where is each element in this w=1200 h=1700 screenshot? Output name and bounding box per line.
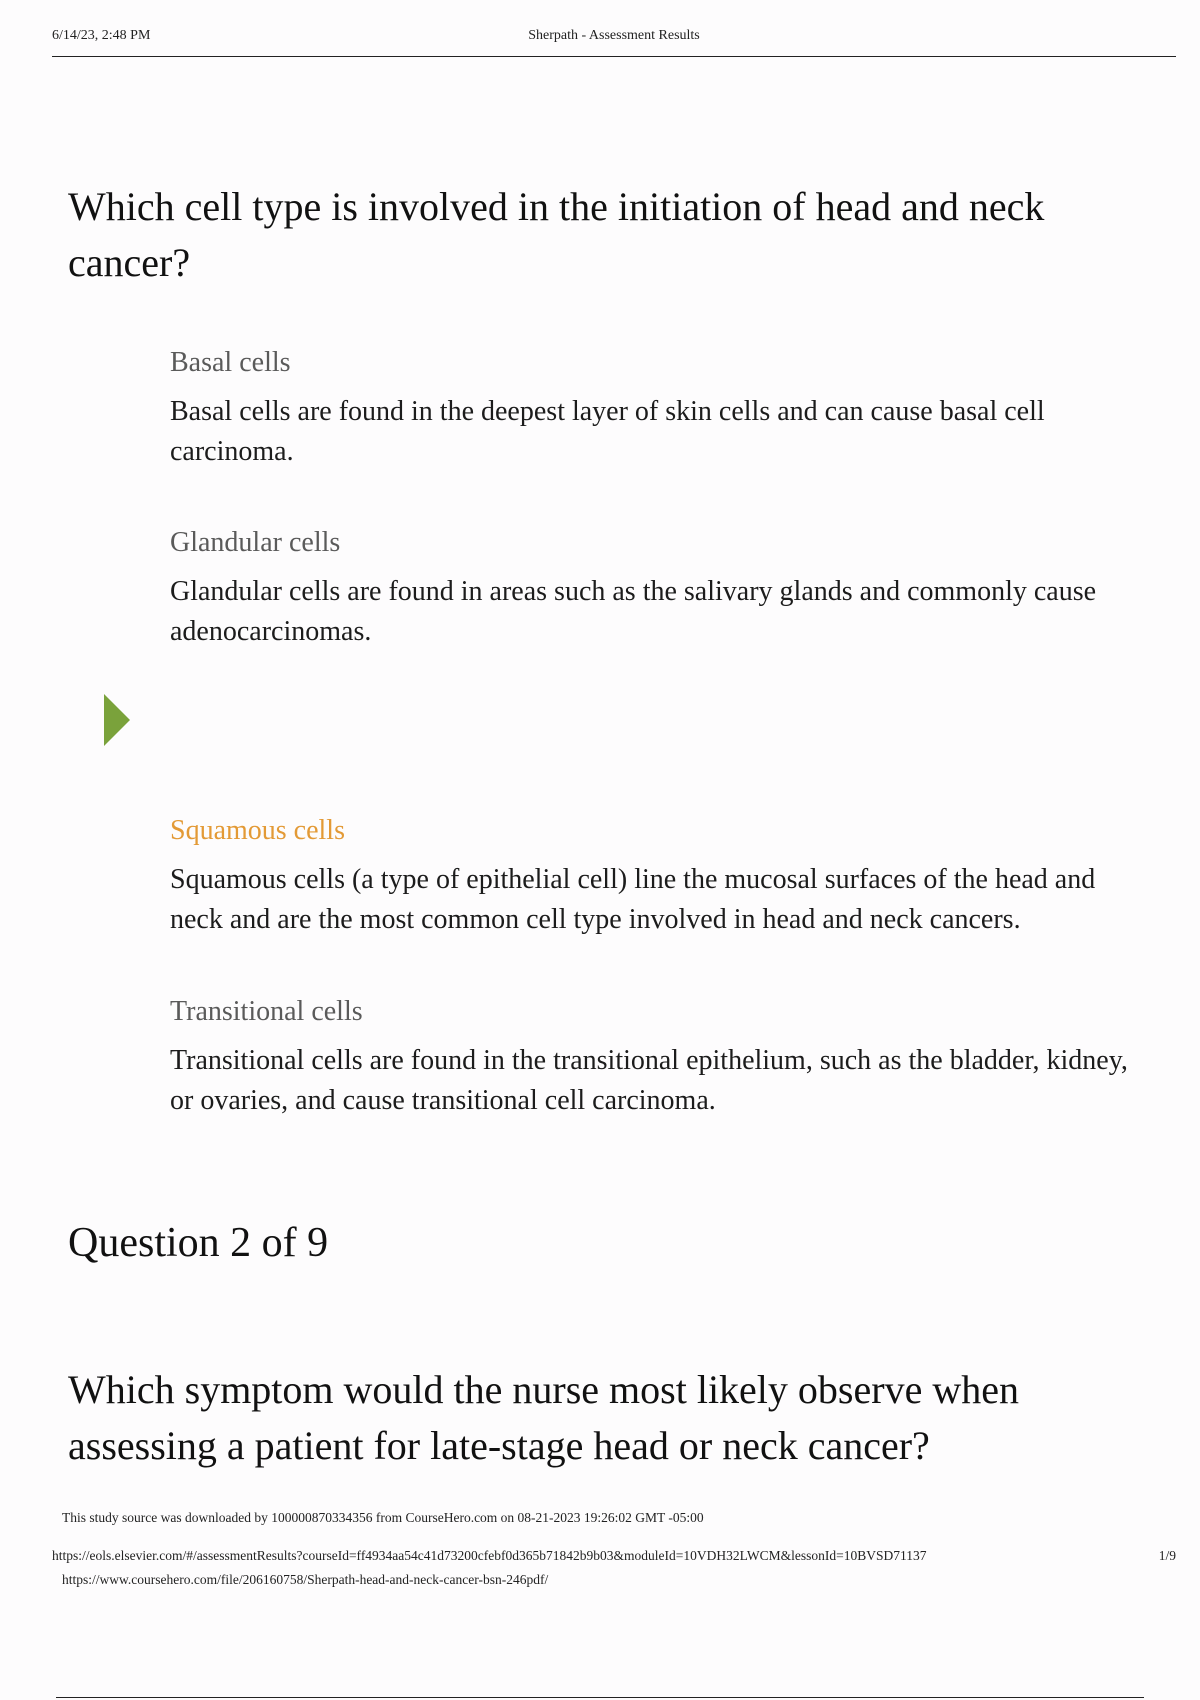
answer-option-basal-cells: [170, 344, 1150, 472]
option-rationale: Basal cells are found in the deepest layer of skin cells and can cause basal cell carcinoma.: [170, 396, 1045, 467]
question-1-text: Which cell type is involved in the initiation of head and neck cancer?: [68, 184, 1045, 285]
source-note: This study source was downloaded by 100000870334356 from CourseHero.com on 08-21-2023 19:26:02 GMT -05:00: [62, 1510, 704, 1525]
answer-option-glandular-cells: [170, 524, 1150, 652]
page-title: Sherpath - Assessment Results: [528, 28, 700, 43]
print-header: [52, 26, 1176, 57]
option-label: Basal cells: [170, 347, 291, 378]
answer-option-squamous-cells: [170, 812, 1150, 940]
page-url: https://eols.elsevier.com/#/assessmentResults?courseId=ff4934aa54c41d73200cfebf0d365b71842b9b03&moduleId=10VDH32LWCM&lessonId=10BVSD71137: [52, 1548, 927, 1563]
selected-answer-marker-icon: [104, 694, 130, 746]
option-label-correct: Squamous cells: [170, 815, 345, 846]
question-counter: Question 2 of 9: [68, 1220, 329, 1266]
file-url: https://www.coursehero.com/file/206160758/Sherpath-head-and-neck-cancer-bsn-246pdf/: [62, 1572, 549, 1587]
option-rationale: Glandular cells are found in areas such as the salivary glands and commonly cause adenocarcinomas.: [170, 576, 1097, 647]
option-label: Glandular cells: [170, 527, 341, 558]
page-number: 1/9: [1158, 1548, 1176, 1563]
option-rationale: Transitional cells are found in the transitional epithelium, such as the bladder, kidney, or ovaries, and cause transitional cell carcinoma.: [170, 1045, 1128, 1116]
bottom-divider: [56, 1697, 1144, 1698]
question-2-text: Which symptom would the nurse most likely observe when assessing a patient for late-stage head or neck cancer?: [68, 1367, 1019, 1468]
option-label: Transitional cells: [170, 996, 363, 1027]
answer-option-transitional-cells: [170, 993, 1150, 1121]
option-rationale: Squamous cells (a type of epithelial cell) line the mucosal surfaces of the head and neck and are the most common cell type involved in head and neck cancers.: [170, 864, 1096, 935]
print-date: 6/14/23, 2:48 PM: [52, 28, 151, 43]
